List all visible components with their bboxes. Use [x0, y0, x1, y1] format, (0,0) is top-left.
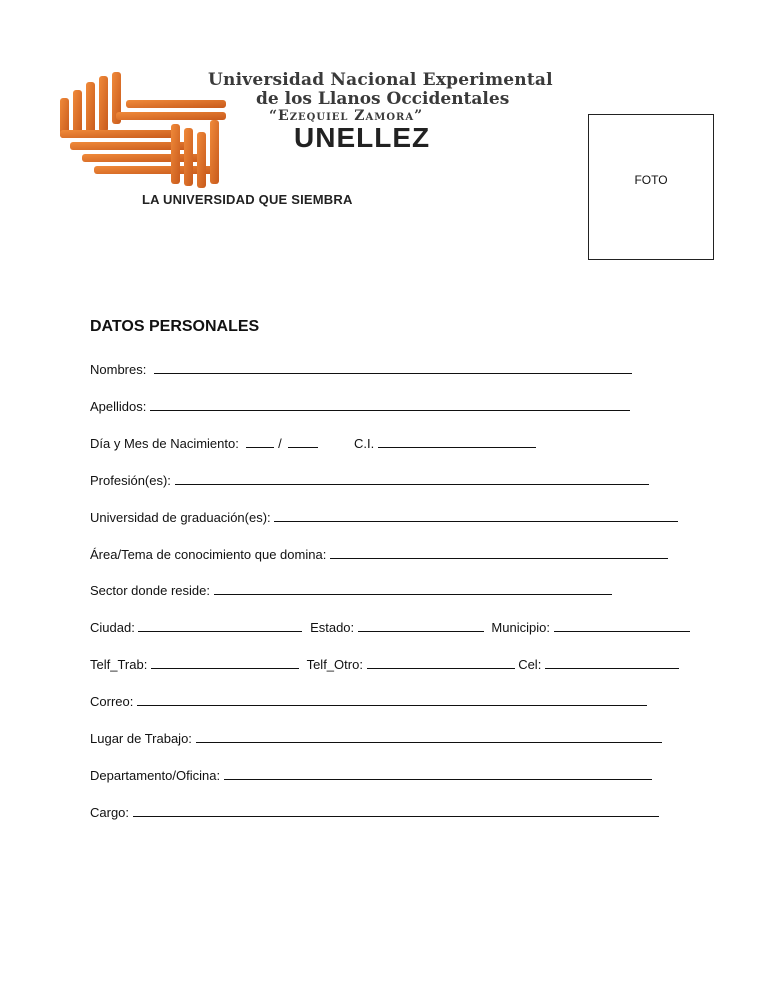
university-name-line1: Universidad Nacional Experimental [208, 70, 553, 90]
field-label-nombres: Nombres: [90, 362, 147, 377]
university-logo [56, 68, 556, 218]
photo-label: FOTO [634, 173, 668, 187]
field-label-correo: Correo: [90, 694, 134, 709]
photo-box [588, 114, 714, 260]
blank-ci[interactable] [378, 435, 536, 448]
nacimiento-separator: / [278, 436, 282, 451]
field-label-estado: Estado: [310, 620, 355, 635]
blank-cel[interactable] [545, 656, 679, 669]
blank-cargo[interactable] [133, 804, 659, 817]
field-label-cel: Cel: [518, 657, 542, 672]
field-label-profesion: Profesión(es): [90, 473, 171, 488]
blank-profesion[interactable] [175, 472, 649, 485]
blank-correo[interactable] [137, 693, 647, 706]
blank-telf-otro[interactable] [367, 656, 515, 669]
field-cargo [90, 804, 659, 820]
blank-municipio[interactable] [554, 619, 690, 632]
field-label-nacimiento: Día y Mes de Nacimiento: [90, 436, 239, 451]
field-ubicacion [90, 619, 690, 635]
field-label-ciudad: Ciudad: [90, 620, 135, 635]
university-slogan: LA UNIVERSIDAD QUE SIEMBRA [142, 192, 353, 207]
field-area [90, 546, 668, 562]
blank-area[interactable] [330, 546, 668, 559]
field-label-apellidos: Apellidos: [90, 399, 147, 414]
blank-sector[interactable] [214, 582, 612, 595]
field-lugar-trabajo [90, 730, 662, 746]
section-title: DATOS PERSONALES [90, 318, 260, 335]
university-name-line2: de los Llanos Occidentales [256, 89, 510, 109]
field-label-departamento: Departamento/Oficina: [90, 768, 221, 783]
field-apellidos [90, 398, 630, 414]
field-label-area: Área/Tema de conocimiento que domina: [90, 547, 327, 562]
blank-estado[interactable] [358, 619, 484, 632]
unellez-emblem-icon [56, 68, 231, 198]
field-label-ci: C.I. [353, 436, 375, 451]
field-sector [90, 582, 612, 598]
field-label-telf-trab: Telf_Trab: [90, 657, 148, 672]
blank-nombres[interactable] [154, 361, 632, 374]
field-label-lugar-trabajo: Lugar de Trabajo: [90, 731, 192, 746]
blank-universidad[interactable] [274, 509, 678, 522]
field-label-sector: Sector donde reside: [90, 583, 210, 598]
blank-lugar-trabajo[interactable] [196, 730, 662, 743]
field-departamento [90, 767, 652, 783]
field-label-municipio: Municipio: [491, 620, 550, 635]
field-label-telf-otro: Telf_Otro: [306, 657, 363, 672]
blank-dia[interactable] [246, 435, 274, 448]
field-nacimiento [90, 435, 536, 451]
field-nombres [90, 361, 632, 377]
university-name-line3: “Ezequiel Zamora” [269, 108, 424, 124]
university-acronym: UNELLEZ [294, 122, 431, 153]
blank-ciudad[interactable] [138, 619, 302, 632]
field-correo [90, 693, 647, 709]
field-telefonos [90, 656, 679, 672]
blank-departamento[interactable] [224, 767, 652, 780]
blank-telf-trab[interactable] [151, 656, 299, 669]
field-label-cargo: Cargo: [90, 805, 130, 820]
field-profesion [90, 472, 649, 488]
blank-apellidos[interactable] [150, 398, 630, 411]
field-universidad [90, 509, 678, 525]
blank-mes[interactable] [288, 435, 318, 448]
field-label-universidad: Universidad de graduación(es): [90, 510, 271, 525]
